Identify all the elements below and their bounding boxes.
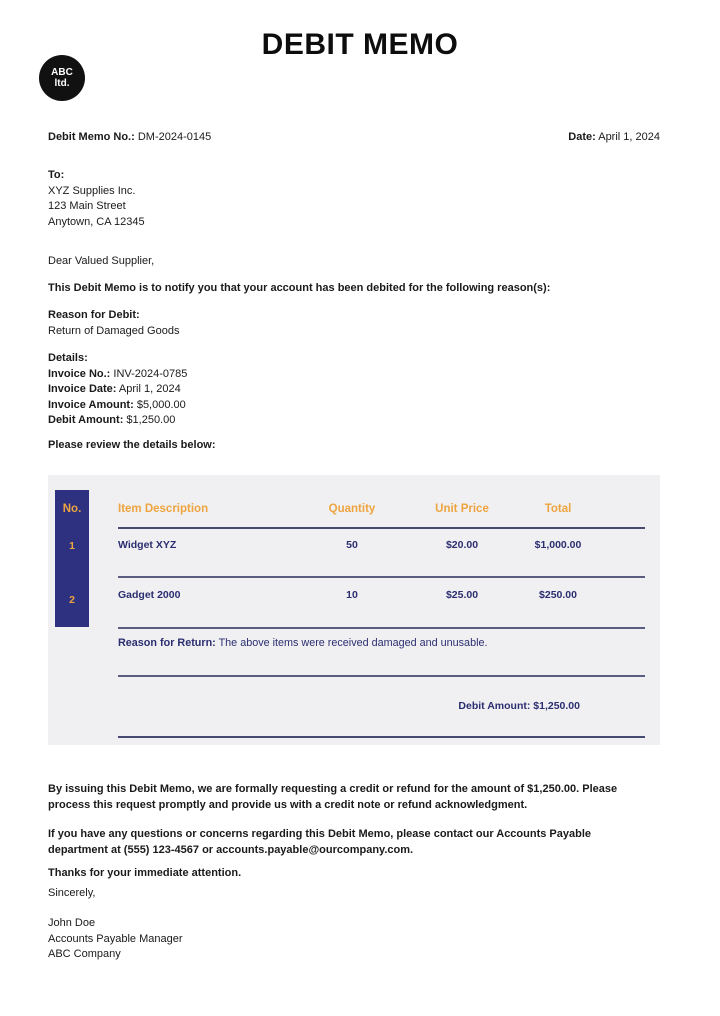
signature-name: John Doe [48,917,96,929]
table-header-divider [118,527,645,529]
signature-title: Accounts Payable Manager [48,932,183,945]
detail-invoice-date-label: Invoice Date: [48,383,117,395]
details-label: Details: [48,352,88,364]
detail-invoice-no [48,367,187,383]
detail-invoice-amount [48,398,187,414]
detail-invoice-no-value: INV-2024-0785 [110,367,188,380]
meta-row [48,131,660,143]
salutation: Dear Valued Supplier, [48,255,155,267]
detail-invoice-date [48,382,187,398]
cell-description: Widget XYZ [118,539,177,551]
table-divider [118,675,645,677]
memo-date-value: April 1, 2024 [595,131,660,143]
detail-debit-amount-value: $1,250.00 [123,414,176,426]
intro-paragraph: This Debit Memo is to notify you that your account has been debited for the following reason(s): [48,282,551,294]
column-header-unit-price: Unit Price [435,503,489,515]
table-bottom-divider [118,736,645,738]
column-header-quantity: Quantity [328,503,376,515]
column-header-total: Total [544,503,572,515]
signature-company: ABC Company [48,948,121,960]
cell-quantity: 50 [346,539,358,551]
memo-number [48,131,211,143]
debit-total-label: Debit Amount: [458,700,531,712]
memo-date [568,131,660,143]
logo-line1: ABC [51,67,73,78]
column-header-description: Item Description [118,503,209,515]
details-block [48,351,187,429]
contact-paragraph: If you have any questions or concerns regarding this Debit Memo, please contact our Accounts Payable department at (555) 123-4567 or accounts.payable@ourcompany.com. [48,828,592,856]
closing-line: Sincerely, [48,887,96,899]
memo-number-label: Debit Memo No.: [48,131,135,143]
memo-date-label: Date: [568,131,596,143]
cell-total: $250.00 [539,589,577,601]
thanks-line: Thanks for your immediate attention. [48,867,242,879]
recipient-block [48,168,145,230]
return-reason-label: Reason for Return: [118,637,216,649]
detail-invoice-amount-value: $5,000.00 [133,398,186,411]
cell-unit-price: $20.00 [445,539,479,551]
debit-total-value: $1,250.00 [530,700,580,712]
reason-label: Reason for Debit: [48,309,140,321]
table-row-divider [118,576,645,578]
recipient-name: XYZ Supplies Inc. [48,184,136,197]
signature-block [48,916,636,963]
cell-quantity: 10 [346,589,358,601]
company-logo [39,55,85,101]
column-header-no: No. [62,503,82,515]
cell-total: $1,000.00 [534,539,582,551]
recipient-label: To: [48,169,65,181]
cell-unit-price: $25.00 [445,589,479,601]
return-reason-text: The above items were received damaged and unusable. [215,637,488,649]
logo-line2: ltd. [54,78,70,89]
detail-invoice-amount-label: Invoice Amount: [48,398,134,411]
memo-number-value: DM-2024-0145 [134,131,212,143]
return-reason [118,637,638,649]
recipient-city: Anytown, CA 12345 [48,215,145,228]
cell-description: Gadget 2000 [118,589,181,601]
request-paragraph: By issuing this Debit Memo, we are formally requesting a credit or refund for the amount of $1,250.00. Please process this request promptly and provide us with a credit note or refund acknowledgment. [48,783,618,811]
detail-invoice-date-value: April 1, 2024 [116,383,181,395]
reason-block [48,308,179,339]
items-table [48,475,660,745]
row-number: 2 [69,594,75,606]
table-row-divider [118,627,645,629]
detail-debit-amount [48,413,187,429]
row-number-column [55,490,89,627]
detail-invoice-no-label: Invoice No.: [48,367,111,380]
review-prompt: Please review the details below: [48,439,216,451]
page-title: DEBIT MEMO [261,28,459,61]
reason-value: Return of Damaged Goods [48,324,180,337]
debit-total [118,700,580,712]
row-number: 1 [69,540,75,552]
detail-debit-amount-label: Debit Amount: [48,414,124,426]
recipient-street: 123 Main Street [48,200,126,212]
